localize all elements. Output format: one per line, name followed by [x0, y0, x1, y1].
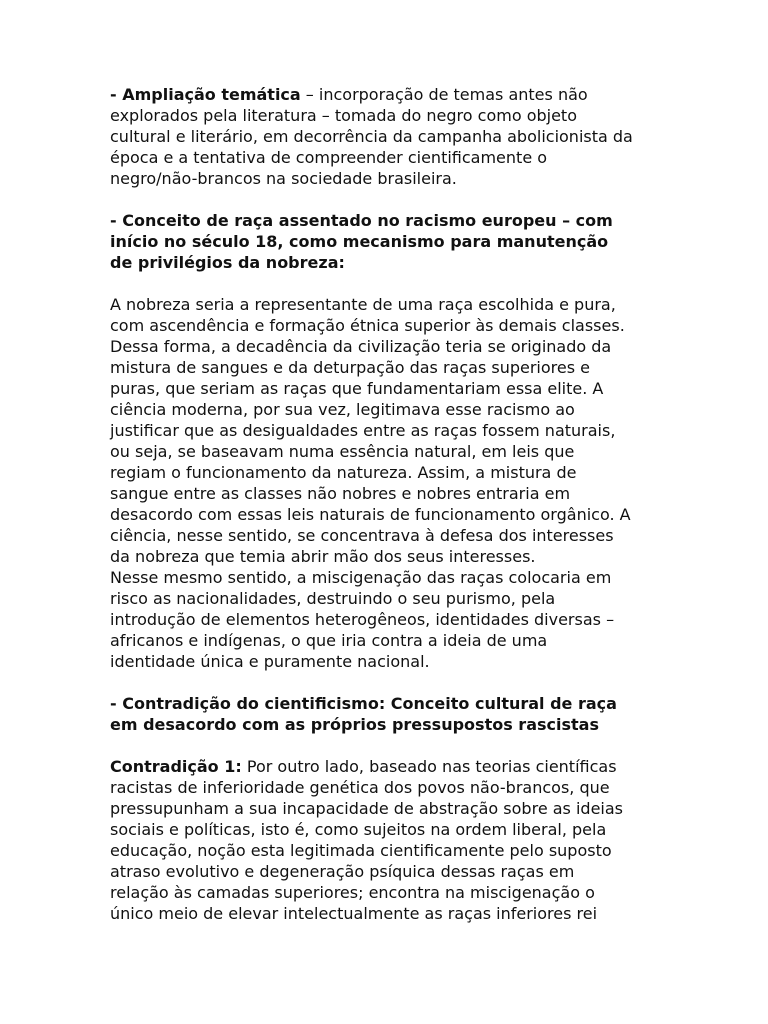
text-line: puras, que seriam as raças que fundamentariam essa elite. A [110, 379, 604, 398]
text-line: identidade única e puramente nacional. [110, 652, 430, 671]
contradiction-label: Contradição 1: [110, 757, 242, 776]
section-title: - Ampliação temática [110, 85, 301, 104]
section-intro-text: – incorporação de temas antes não [300, 85, 588, 104]
heading-line: início no século 18, como mecanismo para manutenção [110, 232, 609, 251]
section-race-concept-heading [110, 210, 650, 273]
paragraph-miscegenation [110, 567, 650, 672]
section-first-line [110, 84, 650, 105]
text-line: atraso evolutivo e degeneração psíquica dessas raças em [110, 862, 575, 881]
document-page [110, 84, 650, 924]
text-line: educação, noção esta legitimada cientificamente pelo suposto [110, 841, 612, 860]
heading-line: de privilégios da nobreza: [110, 253, 345, 272]
text-line: racistas de inferioridade genética dos povos não-brancos, que [110, 778, 610, 797]
heading-line: - Contradição do cientificismo: Conceito cultural de raça [110, 694, 617, 713]
text-line: ciência, nesse sentido, se concentrava à defesa dos interesses [110, 526, 614, 545]
text-line: explorados pela literatura – tomada do negro como objeto [110, 106, 577, 125]
heading-line: em desacordo com as próprios pressupostos rascistas [110, 715, 599, 734]
text-line: Dessa forma, a decadência da civilização teria se originado da [110, 337, 612, 356]
text-line: ou seja, se baseavam numa essência natural, em leis que [110, 442, 575, 461]
section-scientism-contradiction-heading [110, 693, 650, 735]
text-line: com ascendência e formação étnica superior às demais classes. [110, 316, 625, 335]
text-line: negro/não-brancos na sociedade brasileira. [110, 169, 457, 188]
text-line: ciência moderna, por sua vez, legitimava esse racismo ao [110, 400, 575, 419]
heading-line: - Conceito de raça assentado no racismo europeu – com [110, 211, 613, 230]
text-line: mistura de sangues e da deturpação das raças superiores e [110, 358, 590, 377]
contradiction-intro-text: Por outro lado, baseado nas teorias científicas [241, 757, 617, 776]
paragraph-first-line [110, 756, 650, 777]
text-line: desacordo com essas leis naturais de funcionamento orgânico. A [110, 505, 631, 524]
text-line: época e a tentativa de compreender cientificamente o [110, 148, 548, 167]
text-line: da nobreza que temia abrir mão dos seus interesses. [110, 547, 536, 566]
text-line: sangue entre as classes não nobres e nobres entraria em [110, 484, 571, 503]
text-line: africanos e indígenas, o que iria contra a ideia de uma [110, 631, 548, 650]
text-line: Nesse mesmo sentido, a miscigenação das raças colocaria em [110, 568, 612, 587]
text-line: A nobreza seria a representante de uma raça escolhida e pura, [110, 295, 616, 314]
text-line: introdução de elementos heterogêneos, identidades diversas – [110, 610, 615, 629]
text-line: sociais e políticas, isto é, como sujeitos na ordem liberal, pela [110, 820, 607, 839]
text-line: relação às camadas superiores; encontra na miscigenação o [110, 883, 595, 902]
text-line: risco as nacionalidades, destruindo o seu purismo, pela [110, 589, 556, 608]
text-line: cultural e literário, em decorrência da campanha abolicionista da [110, 127, 633, 146]
paragraph-nobility [110, 294, 650, 567]
paragraph-contradiction-1 [110, 756, 650, 924]
text-line: pressupunham a sua incapacidade de abstração sobre as ideias [110, 799, 623, 818]
text-line: único meio de elevar intelectualmente as raças inferiores rei [110, 904, 598, 923]
text-line: justificar que as desigualdades entre as raças fossem naturais, [110, 421, 616, 440]
text-line: regiam o funcionamento da natureza. Assim, a mistura de [110, 463, 577, 482]
section-thematic-expansion [110, 84, 650, 189]
